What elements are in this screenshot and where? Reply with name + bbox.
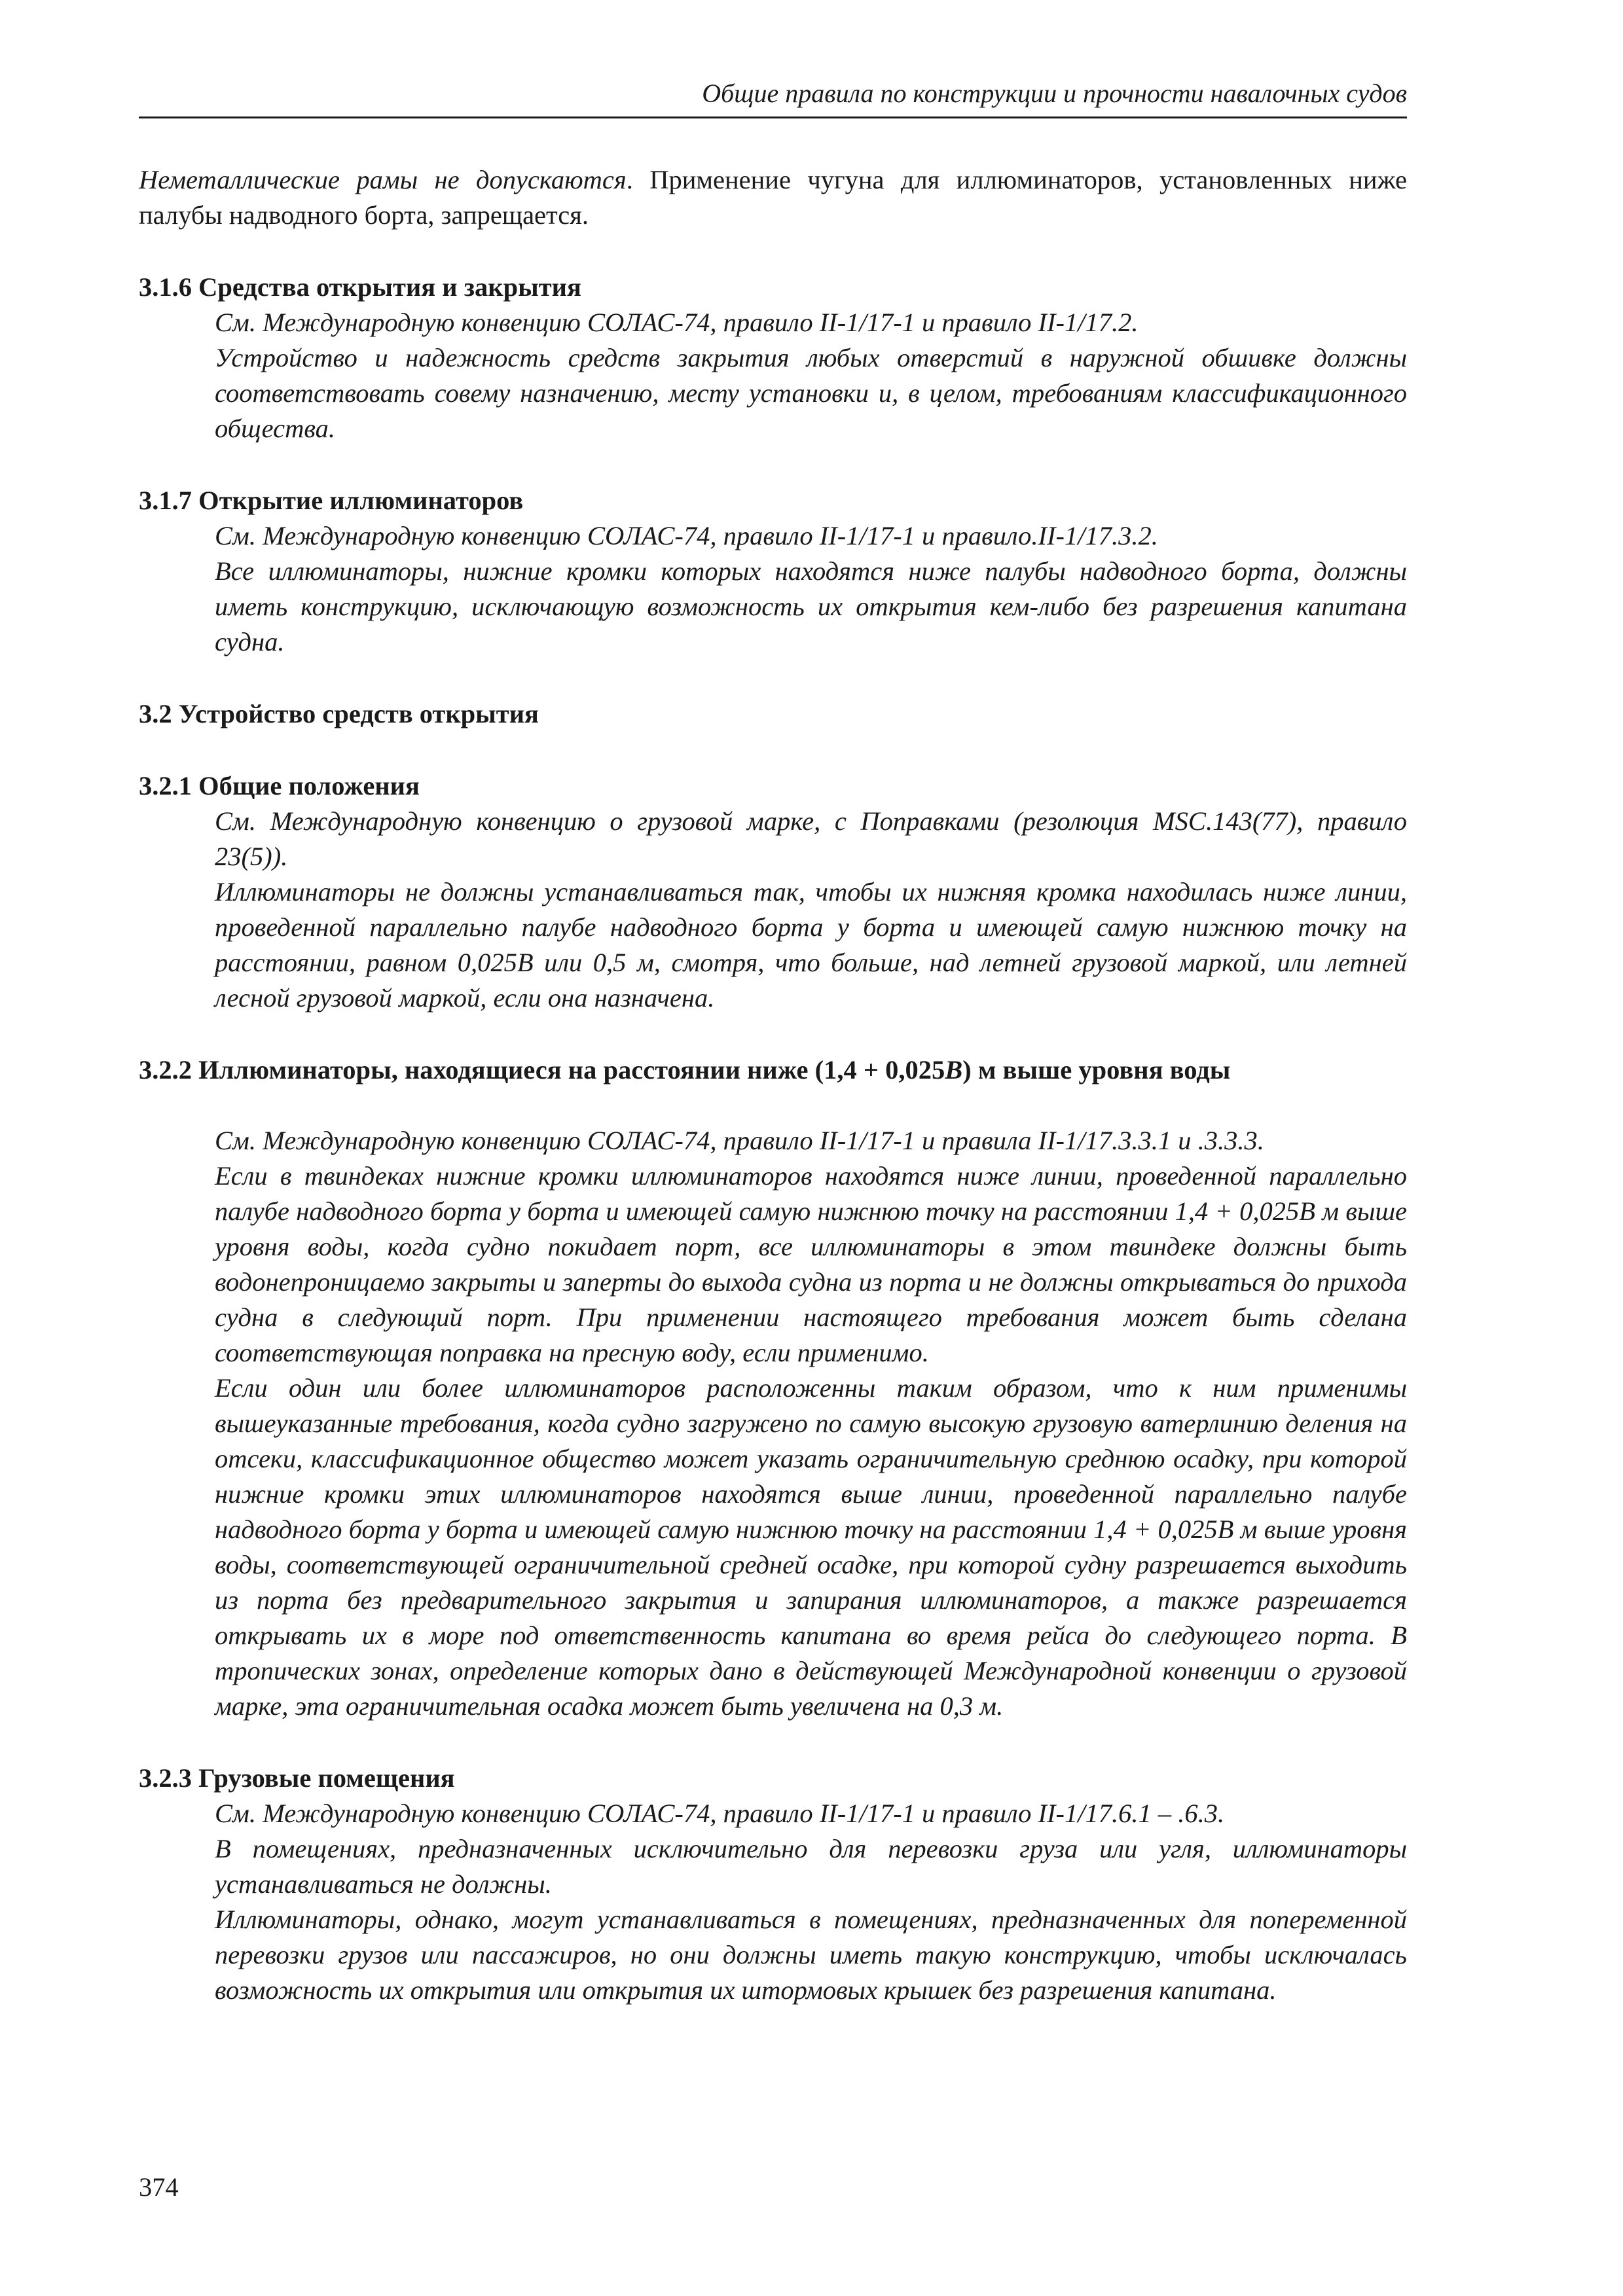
section-3-1-7 — [139, 483, 1407, 660]
section-text-1: В помещениях, предназначенных исключительно для перевозки груза или угля, иллюминаторы устанавливаться не должны. — [215, 1834, 1407, 1899]
section-text: Иллюминаторы не должны устанавливаться так, чтобы их нижняя кромка находилась ниже линии, проведенной параллельно палубе надводного борта у борта и имеющей самую нижнюю точку на расстоянии, равном 0,025B или 0,5 м, смотря, что больше, над летней грузовой маркой, или летней лесной грузовой маркой, если она назначена. — [215, 877, 1407, 1013]
intro-italic: Неметаллические рамы не допускаются — [139, 165, 627, 194]
section-heading: 3.1.6 Средства открытия и закрытия — [139, 272, 581, 302]
intro-paragraph — [139, 162, 1407, 233]
page-body — [139, 162, 1407, 2008]
reference-line: См. Международную конвенцию СОЛАС-74, правило II-1/17-1 и правило.II-1/17.3.2. — [215, 521, 1158, 550]
running-title: Общие правила по конструкции и прочности навалочных судов — [702, 79, 1407, 108]
heading-prefix: 3.2.2 Иллюминаторы, находящиеся на расстоянии ниже (1,4 + 0,025 — [139, 1055, 945, 1085]
section-3-2-2 — [139, 1052, 1407, 1724]
intro-regular: . Применение чугуна для иллюминаторов, установленных ниже палубы надводного борта, запрещается. — [139, 165, 1408, 230]
section-text-1: Если в твиндеках нижние кромки иллюминаторов находятся ниже линии, проведенной параллельно палубе надводного борта у борта и имеющей самую нижнюю точку на расстоянии 1,4 + 0,025B м выше уровня воды, когда судно покидает порт, все иллюминаторы в этом твиндеке должны быть водонепроницаемо закрыты и заперты до выхода судна из порта и не должны открываться до прихода судна в следующий порт. При применении настоящего требования может быть сделана соответствующая поправка на пресную воду, если применимо. — [215, 1161, 1407, 1367]
section-body — [215, 1796, 1407, 2008]
running-header — [139, 71, 1407, 118]
section-3-2-3 — [139, 1761, 1407, 2008]
section-text-2: Иллюминаторы, однако, могут устанавливаться в помещениях, предназначенных для попеременной перевозки грузов или пассажиров, но они должны иметь такую конструкцию, чтобы исключалась возможность их открытия или открытия их штормовых крышек без разрешения капитана. — [215, 1905, 1407, 2005]
section-text: Устройство и надежность средств закрытия любых отверстий в наружной обшивке должны соответствовать совему назначению, месту установки и, в целом, требованиям классификационного общества. — [215, 343, 1407, 443]
page-number: 374 — [139, 2172, 179, 2202]
reference-line: См. Международную конвенцию СОЛАС-74, правило II-1/17-1 и правило II-1/17.6.1 – .6.3. — [215, 1799, 1225, 1828]
section-3-1-6 — [139, 270, 1407, 446]
section-heading: 3.2.1 Общие положения — [139, 771, 420, 800]
section-heading: 3.2.3 Грузовые помещения — [139, 1763, 455, 1793]
section-3-2-1 — [139, 768, 1407, 1016]
section-body — [215, 804, 1407, 1016]
reference-line: См. Международную конвенцию СОЛАС-74, правило II-1/17-1 и правила II-1/17.3.3.1 и .3.3.3. — [215, 1126, 1264, 1155]
heading-suffix: ) м выше уровня воды — [962, 1055, 1231, 1085]
section-heading: 3.2 Устройство средств открытия — [139, 699, 539, 728]
section-3-2 — [139, 696, 1407, 732]
section-body — [215, 518, 1407, 660]
heading-variable: B — [945, 1055, 963, 1085]
reference-line: См. Международную конвенцию о грузовой марке, с Поправками (резолюция MSC.143(77), правило 23(5)). — [215, 806, 1407, 871]
section-body — [215, 1123, 1407, 1724]
section-text: Все иллюминаторы, нижние кромки которых находятся ниже палубы надводного борта, должны иметь конструкцию, исключающую возможность их открытия кем-либо без разрешения капитана судна. — [215, 556, 1407, 656]
reference-line: См. Международную конвенцию СОЛАС-74, правило II-1/17-1 и правило II-1/17.2. — [215, 308, 1139, 337]
section-heading — [139, 1052, 1407, 1088]
spacer — [139, 1088, 1407, 1123]
section-text-2: Если один или более иллюминаторов расположенны таким образом, что к ним применимы вышеуказанные требования, когда судно загружено по самую высокую грузовую ватерлинию деления на отсеки, классификационное общество может указать ограничительную среднюю осадку, при которой нижние кромки этих иллюминаторов находятся выше линии, проведенной параллельно палубе надводного борта у борта и имеющей самую нижнюю точку на расстоянии 1,4 + 0,025B м выше уровня воды, соответствующей ограничительной средней осадке, при которой судну разрешается выходить из порта без предварительного закрытия и запирания иллюминаторов, а также разрешается открывать их в море под ответственность капитана во время рейса до следующего порта. В тропических зонах, определение которых дано в действующей Международной конвенции о грузовой марке, эта ограничительная осадка может быть увеличена на 0,3 м. — [215, 1373, 1407, 1721]
section-heading: 3.1.7 Открытие иллюминаторов — [139, 486, 524, 515]
section-body — [215, 305, 1407, 446]
